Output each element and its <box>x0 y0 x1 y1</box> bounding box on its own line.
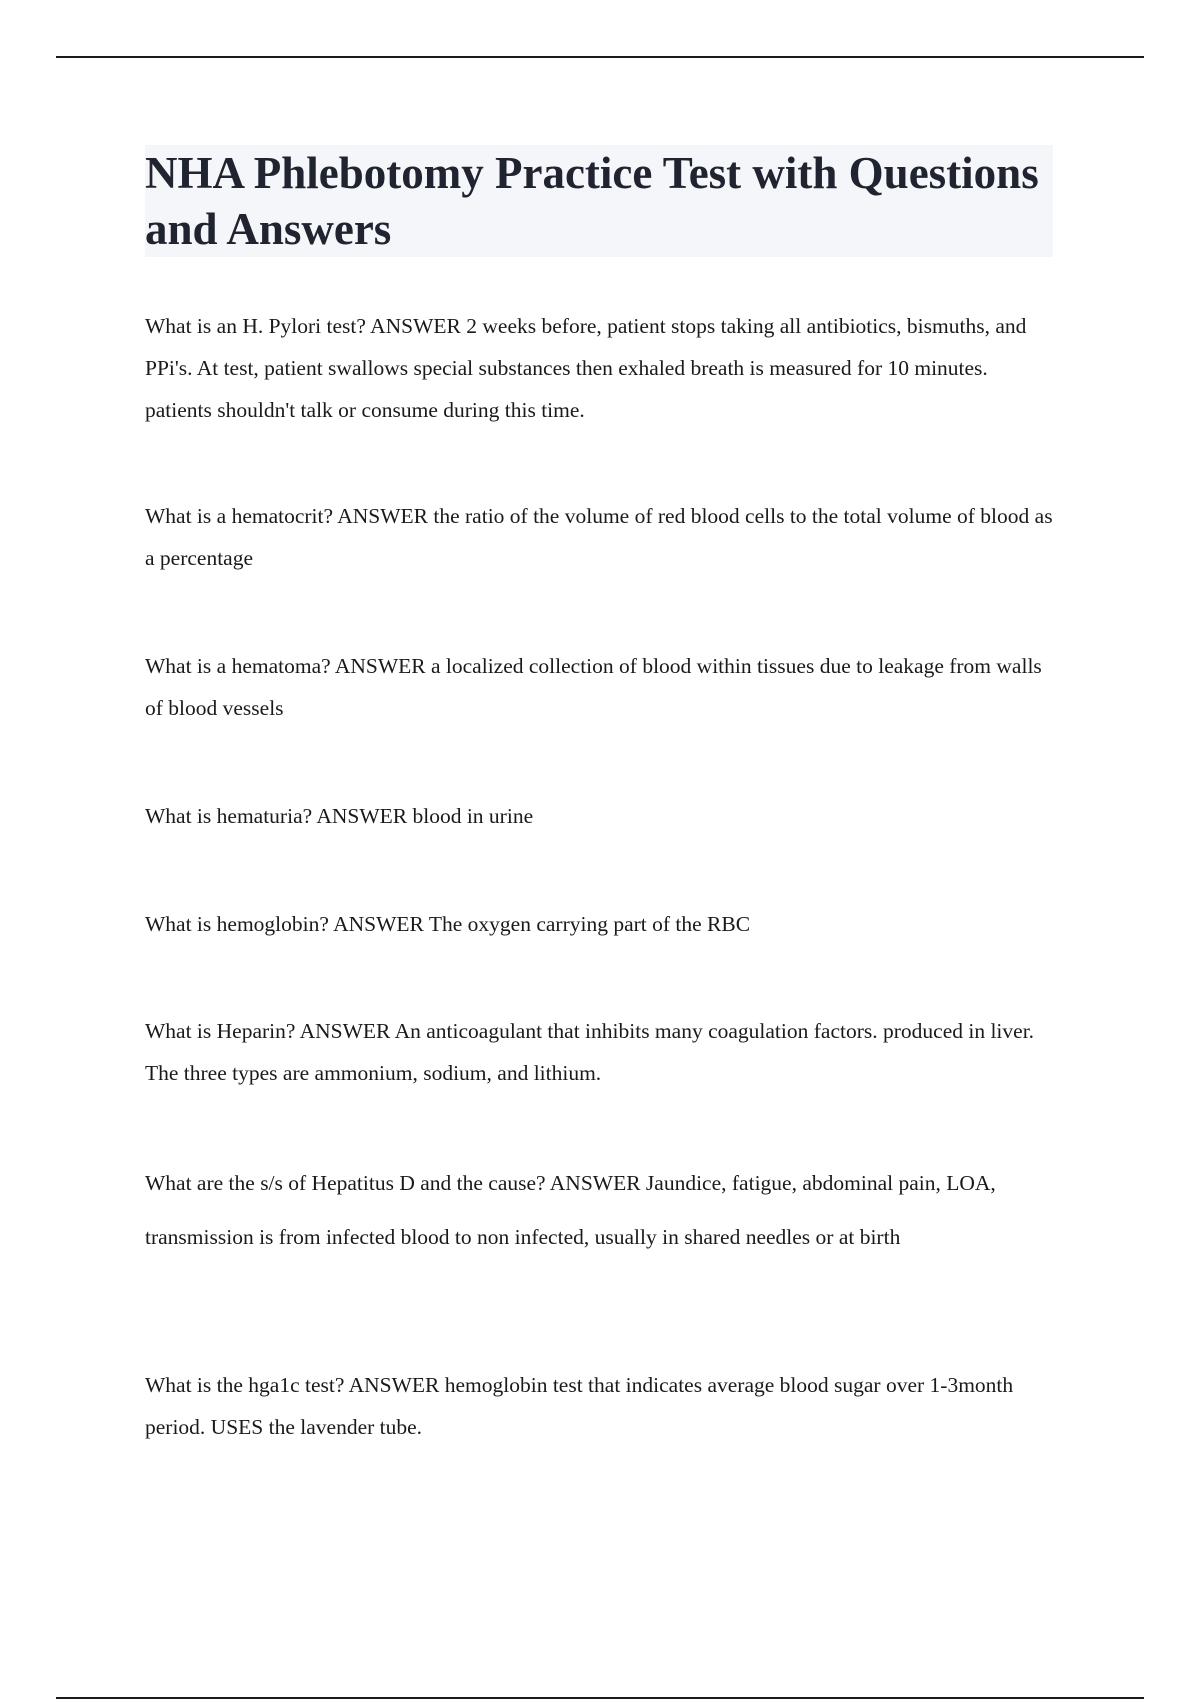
qa-text: What is hematuria? ANSWER blood in urine <box>145 804 534 828</box>
qa-text: What is Heparin? ANSWER An anticoagulant that inhibits many coagulation factors. produced in liver. The three types are ammonium, sodium, and lithium. <box>145 1019 1035 1085</box>
qa-entry-hematocrit <box>145 495 1060 579</box>
qa-entry-hematuria <box>145 795 1060 837</box>
qa-entry-hepatitis-d <box>145 1162 1060 1258</box>
qa-entry-hga1c <box>145 1364 1060 1448</box>
qa-text: What is an H. Pylori test? ANSWER 2 weeks before, patient stops taking all antibiotics, bismuths, and PPi's. At test, patient swallows special substances then exhaled breath is measured for 10 minutes. patients shouldn't talk or consume during this time. <box>145 314 1027 422</box>
qa-entry-heparin <box>145 1010 1060 1094</box>
page-title: NHA Phlebotomy Practice Test with Questions and Answers <box>145 148 1039 254</box>
qa-entry-hematoma <box>145 645 1060 729</box>
qa-text: What is a hematocrit? ANSWER the ratio of the volume of red blood cells to the total volume of blood as a percentage <box>145 504 1053 570</box>
title-box <box>145 145 1053 257</box>
qa-text: What are the s/s of Hepatitus D and the cause? ANSWER Jaundice, fatigue, abdominal pain, LOA, <box>145 1171 996 1195</box>
qa-text: What is hemoglobin? ANSWER The oxygen carrying part of the RBC <box>145 912 751 936</box>
bottom-rule <box>56 1697 1144 1699</box>
qa-entry-h-pylori <box>145 305 1060 431</box>
qa-entry-hemoglobin <box>145 903 1060 945</box>
qa-continuation-text: transmission is from infected blood to non infected, usually in shared needles or at birth <box>145 1225 901 1249</box>
qa-text: What is a hematoma? ANSWER a localized collection of blood within tissues due to leakage from walls of blood vessels <box>145 654 1042 720</box>
top-rule <box>56 56 1144 58</box>
qa-text: What is the hga1c test? ANSWER hemoglobin test that indicates average blood sugar over 1-3month period. USES the lavender tube. <box>145 1373 1014 1439</box>
